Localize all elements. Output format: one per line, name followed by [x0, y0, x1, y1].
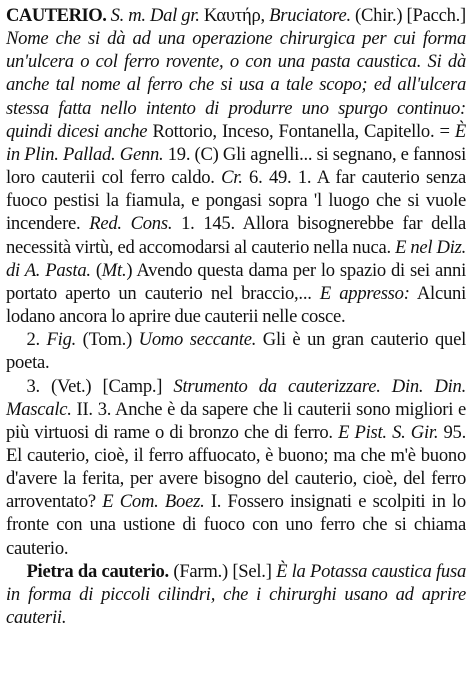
entry-text: ) Avendo questa dama per lo spazio di sei anni portato aperto un cauterio nel braccio,...	[6, 259, 466, 304]
entry-text: Cr.	[221, 167, 243, 189]
entry-text: E Pist. S. Gir.	[338, 421, 439, 443]
headword: CAUTERIO.	[6, 5, 107, 26]
entry-text: Strumento da cauterizzare. Din. Din. Mascalc.	[6, 375, 467, 420]
entry-text: Mt.	[101, 259, 127, 281]
entry-text: 3. (Vet.) [Camp.]	[26, 375, 174, 397]
entry-text: (Chir.) [Pacch.]	[350, 5, 466, 26]
entry-text: Bruciatore.	[269, 5, 351, 26]
entry-text: I. Fossero insignati e scolpiti in lo fronte con una ustione di fuoco con uno ferro che si chiama cauterio.	[6, 491, 466, 559]
entry-text: 2.	[26, 329, 47, 351]
entry-text: E nel Diz. di A. Pasta.	[6, 236, 466, 281]
entry-text: S. m. Dal gr.	[110, 5, 200, 26]
entry-text: 95. El cauterio, cioè, il ferro affuocato, è buono; ma che m'è buono d'avere la ferita, per avere bisogno del cauterio, cioè, del ferro arroventato?	[6, 421, 466, 513]
entry-sense-3	[6, 375, 466, 560]
entry-text: È la Potassa caustica fusa in forma di piccoli cilindri, che i chirurghi usano ad aprire cauterii.	[6, 560, 466, 629]
entry-text: Nome che si dà ad una operazione chirurgica per cui forma un'ulcera o col ferro rovente, o con una pasta caustica. Si dà anche tal nome al ferro che si usa a tale scopo; ed all'ulcera stessa fatta nello intento di produrre uno spurgo continuo: quindi dicesi anche	[6, 28, 466, 142]
subheadword: Pietra da cauterio.	[26, 560, 169, 582]
entry-text: Καυτήρ,	[199, 5, 270, 26]
entry-sense-4	[6, 560, 466, 629]
entry-text: 1. 145. Allora bisognerebbe far della necessità virtù, ed accomodarsi al cauterio nella nuca.	[6, 213, 467, 258]
entry-text: Red. Cons.	[89, 213, 173, 235]
entry-text: 19. (C) Gli agnelli... si segnano, e fannosi loro cauterii col ferro caldo.	[6, 143, 466, 189]
entry-text: È in Plin. Pallad. Genn.	[6, 120, 466, 165]
entry-text: Fig.	[46, 329, 77, 351]
entry-text: Gli è un gran cauterio quel poeta.	[6, 329, 466, 374]
entry-text: 6. 49. 1. A far cauterio senza fuoco pestisi la fiamula, e pongasi sopra 'l luogo che si vuole incendere.	[6, 167, 466, 235]
entry-text: Uomo seccante.	[138, 329, 257, 351]
entry-text: E appresso:	[319, 282, 410, 304]
entry-sense-2	[6, 328, 466, 374]
entry-text: Alcuni lodano ancora lo aprire due cauterii nelle cosce.	[6, 282, 466, 328]
entry-text: II. 3. Anche è da sapere che li cauterii sono migliori e più virtuosi di rame o di bronzo che di ferro.	[6, 398, 466, 443]
entry-text: (Tom.)	[76, 329, 139, 351]
entry-cauterio	[6, 4, 466, 328]
entry-text: Rottorio, Inceso, Fontanella, Capitello. =	[147, 120, 455, 142]
entry-text: (Farm.) [Sel.]	[168, 560, 277, 582]
entry-text: (	[90, 259, 102, 281]
entry-text: E Com. Boez.	[102, 491, 205, 513]
